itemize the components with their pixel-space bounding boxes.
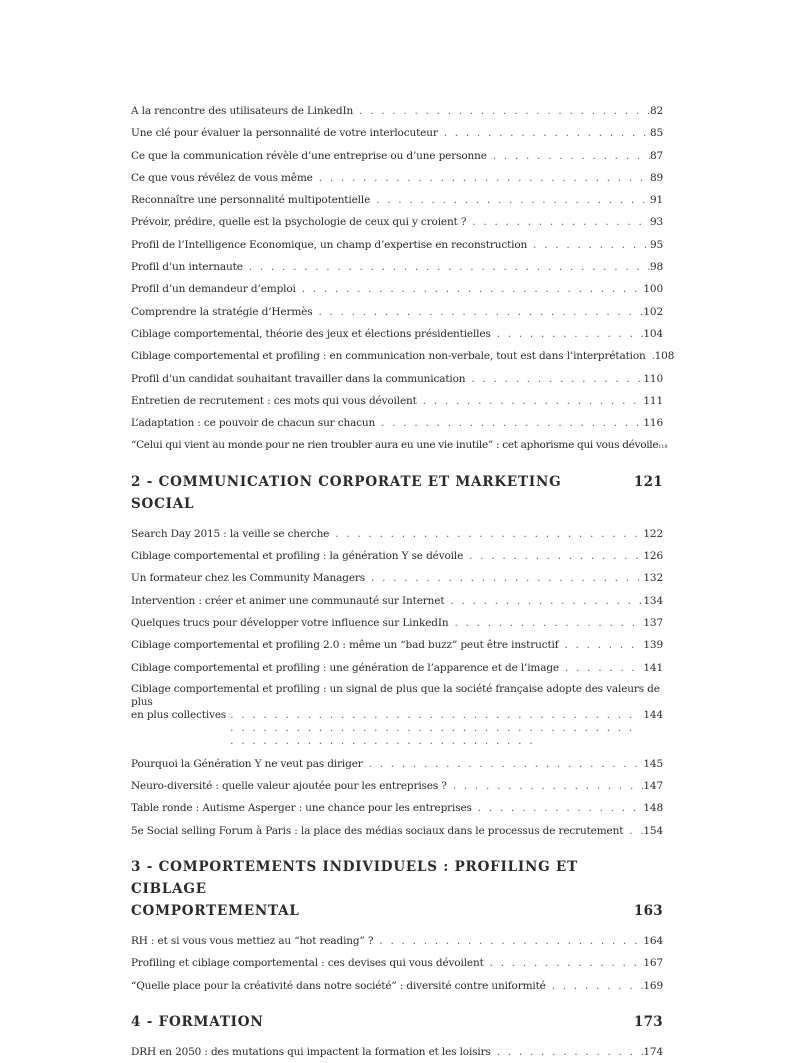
dot-leader xyxy=(373,930,643,952)
section-title: 2 - COMMUNICATION CORPORATE ET MARKETING SOCIAL xyxy=(131,473,562,512)
toc-entry[interactable] xyxy=(131,567,663,589)
toc-entry-title: Profil de l’Intelligence Economique, un champ d’expertise en reconstruction xyxy=(131,238,528,251)
toc-entry-title: Ciblage comportemental, théorie des jeux et élections présidentielles xyxy=(131,327,491,340)
dot-leader xyxy=(363,753,644,775)
toc-entry-page: 118 xyxy=(658,444,668,451)
toc-entry[interactable] xyxy=(131,167,663,189)
toc-entry-page: 144 xyxy=(643,708,663,721)
toc-entry-page: 93 xyxy=(649,216,663,229)
dot-leader xyxy=(558,634,643,656)
toc-entry[interactable] xyxy=(131,122,663,144)
toc-entry-page: 147 xyxy=(643,780,663,793)
toc-entry-title: Neuro-diversité : quelle valeur ajoutée pour les entreprises ? xyxy=(131,780,447,793)
dot-leader xyxy=(329,523,643,545)
dot-leader xyxy=(472,797,644,819)
toc-entry-page: 174 xyxy=(643,1045,663,1058)
toc-entry[interactable] xyxy=(131,930,663,952)
toc-entry-title: Une clé pour évaluer la personnalité de votre interlocuteur xyxy=(131,127,438,140)
dot-leader xyxy=(487,145,650,167)
toc-entry[interactable] xyxy=(131,975,663,997)
toc-entry-page: 98 xyxy=(649,261,663,274)
toc-entry-page: 110 xyxy=(643,372,663,385)
toc-entry-page: 111 xyxy=(643,394,663,407)
toc-entry[interactable] xyxy=(131,145,663,167)
toc-entry-line2 xyxy=(131,709,663,748)
toc-entry[interactable] xyxy=(131,523,663,545)
toc-entry-page: 148 xyxy=(643,802,663,815)
toc-entry-page: 102 xyxy=(643,305,663,318)
toc-entry[interactable] xyxy=(131,412,663,434)
toc-entry[interactable] xyxy=(131,775,663,797)
dot-leader xyxy=(491,1041,644,1063)
toc-entry-page: 139 xyxy=(643,639,663,652)
dot-leader xyxy=(463,545,643,567)
toc-entry-title-line2: en plus collectives xyxy=(131,708,227,721)
toc-entry[interactable] xyxy=(131,234,663,256)
toc-entry-title: Profil d’un demandeur d’emploi xyxy=(131,283,296,296)
toc-entry-title: Un formateur chez les Community Managers xyxy=(131,572,365,585)
toc-entry-page: 122 xyxy=(643,527,663,540)
toc-entry[interactable] xyxy=(131,657,663,679)
toc-entry-title: Entretien de recrutement : ces mots qui vous dévoilent xyxy=(131,394,417,407)
section-heading[interactable] xyxy=(131,1011,663,1033)
toc-entry-title-line1: Ciblage comportemental et profiling : un signal de plus que la société française adopte des valeurs de plus xyxy=(131,682,660,708)
dot-leader xyxy=(466,211,650,233)
toc-entry-page: 134 xyxy=(643,594,663,607)
toc-entry[interactable] xyxy=(131,345,675,367)
toc-entry-page: 145 xyxy=(643,757,663,770)
toc-entry[interactable] xyxy=(131,753,663,775)
toc-entry-title: “Celui qui vient au monde pour ne rien troubler aura eu une vie inutile” : cet aphorisme qui vous dévoile xyxy=(131,439,659,452)
toc-entry-title: Comprendre la stratégie d’Hermès xyxy=(131,305,313,318)
toc-entry[interactable] xyxy=(131,390,663,412)
dot-leader xyxy=(243,256,650,278)
toc-group-section1 xyxy=(131,100,675,457)
toc-entry-title: Ce que vous révélez de vous même xyxy=(131,171,313,184)
toc-entry-title: Prévoir, prédire, quelle est la psychologie de ceux qui y croient ? xyxy=(131,216,467,229)
toc-entry-title: Intervention : créer et animer une communauté sur Internet xyxy=(131,594,445,607)
toc-entry[interactable] xyxy=(131,634,663,656)
toc-entry-title: RH : et si vous vous mettiez au “hot reading” ? xyxy=(131,935,374,948)
toc-group-section4 xyxy=(131,1041,663,1063)
toc-entry[interactable] xyxy=(131,434,668,456)
toc-entry-page: 87 xyxy=(649,149,663,162)
toc-entry-title: Ce que la communication révèle d’une entreprise ou d’une personne xyxy=(131,149,487,162)
toc-entry[interactable] xyxy=(131,368,663,390)
toc-entry-page: 141 xyxy=(643,661,663,674)
section-title: 4 - FORMATION xyxy=(131,1013,264,1030)
toc-entry-page: 137 xyxy=(643,616,663,629)
toc-entry-page: 116 xyxy=(643,417,663,430)
toc-entry-title: L’adaptation : ce pouvoir de chacun sur chacun xyxy=(131,417,376,430)
dot-leader xyxy=(484,952,644,974)
dot-leader xyxy=(375,412,643,434)
toc-entry-page: 89 xyxy=(649,171,663,184)
toc-entry[interactable] xyxy=(131,256,663,278)
dot-leader xyxy=(527,234,650,256)
toc-entry-page: 169 xyxy=(643,979,663,992)
toc-entry-page: 100 xyxy=(643,283,663,296)
dot-leader xyxy=(465,368,643,390)
toc-entry[interactable] xyxy=(131,545,663,567)
dot-leader xyxy=(559,657,643,679)
dot-leader xyxy=(226,709,643,748)
toc-entry[interactable] xyxy=(131,301,663,323)
dot-leader xyxy=(444,590,643,612)
toc-entry-page: 126 xyxy=(643,550,663,563)
dot-leader xyxy=(296,278,644,300)
toc-entry-page: 132 xyxy=(643,572,663,585)
dot-leader xyxy=(365,567,643,589)
toc-entry-page: 82 xyxy=(649,105,663,117)
toc-entry[interactable] xyxy=(131,820,663,842)
toc-entry[interactable] xyxy=(131,1041,663,1063)
toc-entry-title: DRH en 2050 : des mutations qui impactent la formation et les loisirs xyxy=(131,1045,491,1058)
dot-leader xyxy=(623,820,643,842)
toc-entry-title: A la rencontre des utilisateurs de LinkedIn xyxy=(131,105,354,117)
toc-entry-page: 95 xyxy=(649,238,663,251)
toc-entry[interactable] xyxy=(131,952,663,974)
dot-leader xyxy=(646,345,655,367)
dot-leader xyxy=(438,122,650,144)
toc-entry-title: “Quelle place pour la créativité dans notre société” : diversité contre uniformité xyxy=(131,979,546,992)
toc-entry-page: 167 xyxy=(643,957,663,970)
toc-entry-wrapped[interactable] xyxy=(131,679,663,753)
table-of-contents xyxy=(131,100,675,1063)
toc-entry-title: Ciblage comportemental et profiling 2.0 : même un “bad buzz” peut être instructif xyxy=(131,639,559,652)
toc-entry[interactable] xyxy=(131,323,663,345)
toc-entry[interactable] xyxy=(131,211,663,233)
section-title xyxy=(131,856,634,922)
section-title-line2: COMPORTEMENTAL xyxy=(131,903,300,920)
toc-entry-title: Reconnaître une personnalité multipotentielle xyxy=(131,194,371,207)
dot-leader xyxy=(313,167,650,189)
section-heading[interactable] xyxy=(131,856,663,922)
toc-entry-title: Pourquoi la Génération Y ne veut pas diriger xyxy=(131,757,363,770)
toc-entry-page: 91 xyxy=(649,194,663,207)
dot-leader xyxy=(353,100,650,122)
dot-leader xyxy=(447,775,644,797)
toc-entry[interactable] xyxy=(131,797,663,819)
toc-entry-title: Profil d’un candidat souhaitant travailler dans la communication xyxy=(131,372,466,385)
dot-leader xyxy=(312,301,643,323)
toc-entry[interactable] xyxy=(131,189,663,211)
dot-leader xyxy=(546,975,644,997)
toc-entry-page: 164 xyxy=(643,935,663,948)
dot-leader xyxy=(448,612,643,634)
toc-entry-title: Ciblage comportemental et profiling : une génération de l’apparence et de l’image xyxy=(131,661,559,674)
toc-entry-page: 104 xyxy=(643,327,663,340)
toc-entry-page: 154 xyxy=(643,824,663,837)
toc-entry-title: Quelques trucs pour développer votre influence sur LinkedIn xyxy=(131,616,449,629)
toc-entry[interactable] xyxy=(131,590,663,612)
section-title-line1: 3 - COMPORTEMENTS INDIVIDUELS : PROFILING ET CIBLAGE xyxy=(131,859,578,898)
toc-entry-page: 108 xyxy=(654,350,675,363)
dot-leader xyxy=(417,390,644,412)
toc-entry-title: Ciblage comportemental et profiling : la génération Y se dévoile xyxy=(131,550,464,563)
toc-entry[interactable] xyxy=(131,100,663,122)
section-heading[interactable] xyxy=(131,471,663,515)
toc-entry[interactable] xyxy=(131,612,663,634)
toc-entry-title: 5e Social selling Forum à Paris : la place des médias sociaux dans le processus de recrutement xyxy=(131,824,624,837)
toc-entry-title: Profiling et ciblage comportemental : ces devises qui vous dévoilent xyxy=(131,957,484,970)
toc-entry[interactable] xyxy=(131,278,663,300)
section-page: 121 xyxy=(633,473,663,490)
toc-entry-title: Profil d’un internaute xyxy=(131,261,243,274)
toc-entry-title: Table ronde : Autisme Asperger : une chance pour les entreprises xyxy=(131,802,472,815)
section-page: 163 xyxy=(633,903,663,920)
section-page: 173 xyxy=(633,1013,663,1030)
toc-entry-page: 85 xyxy=(649,127,663,140)
dot-leader xyxy=(370,189,650,211)
toc-entry-title: Search Day 2015 : la veille se cherche xyxy=(131,527,330,540)
dot-leader xyxy=(491,323,644,345)
toc-group-section2 xyxy=(131,523,663,842)
toc-group-section3 xyxy=(131,930,663,997)
toc-entry-title: Ciblage comportemental et profiling : en communication non-verbale, tout est dans l’interprétation xyxy=(131,350,646,363)
